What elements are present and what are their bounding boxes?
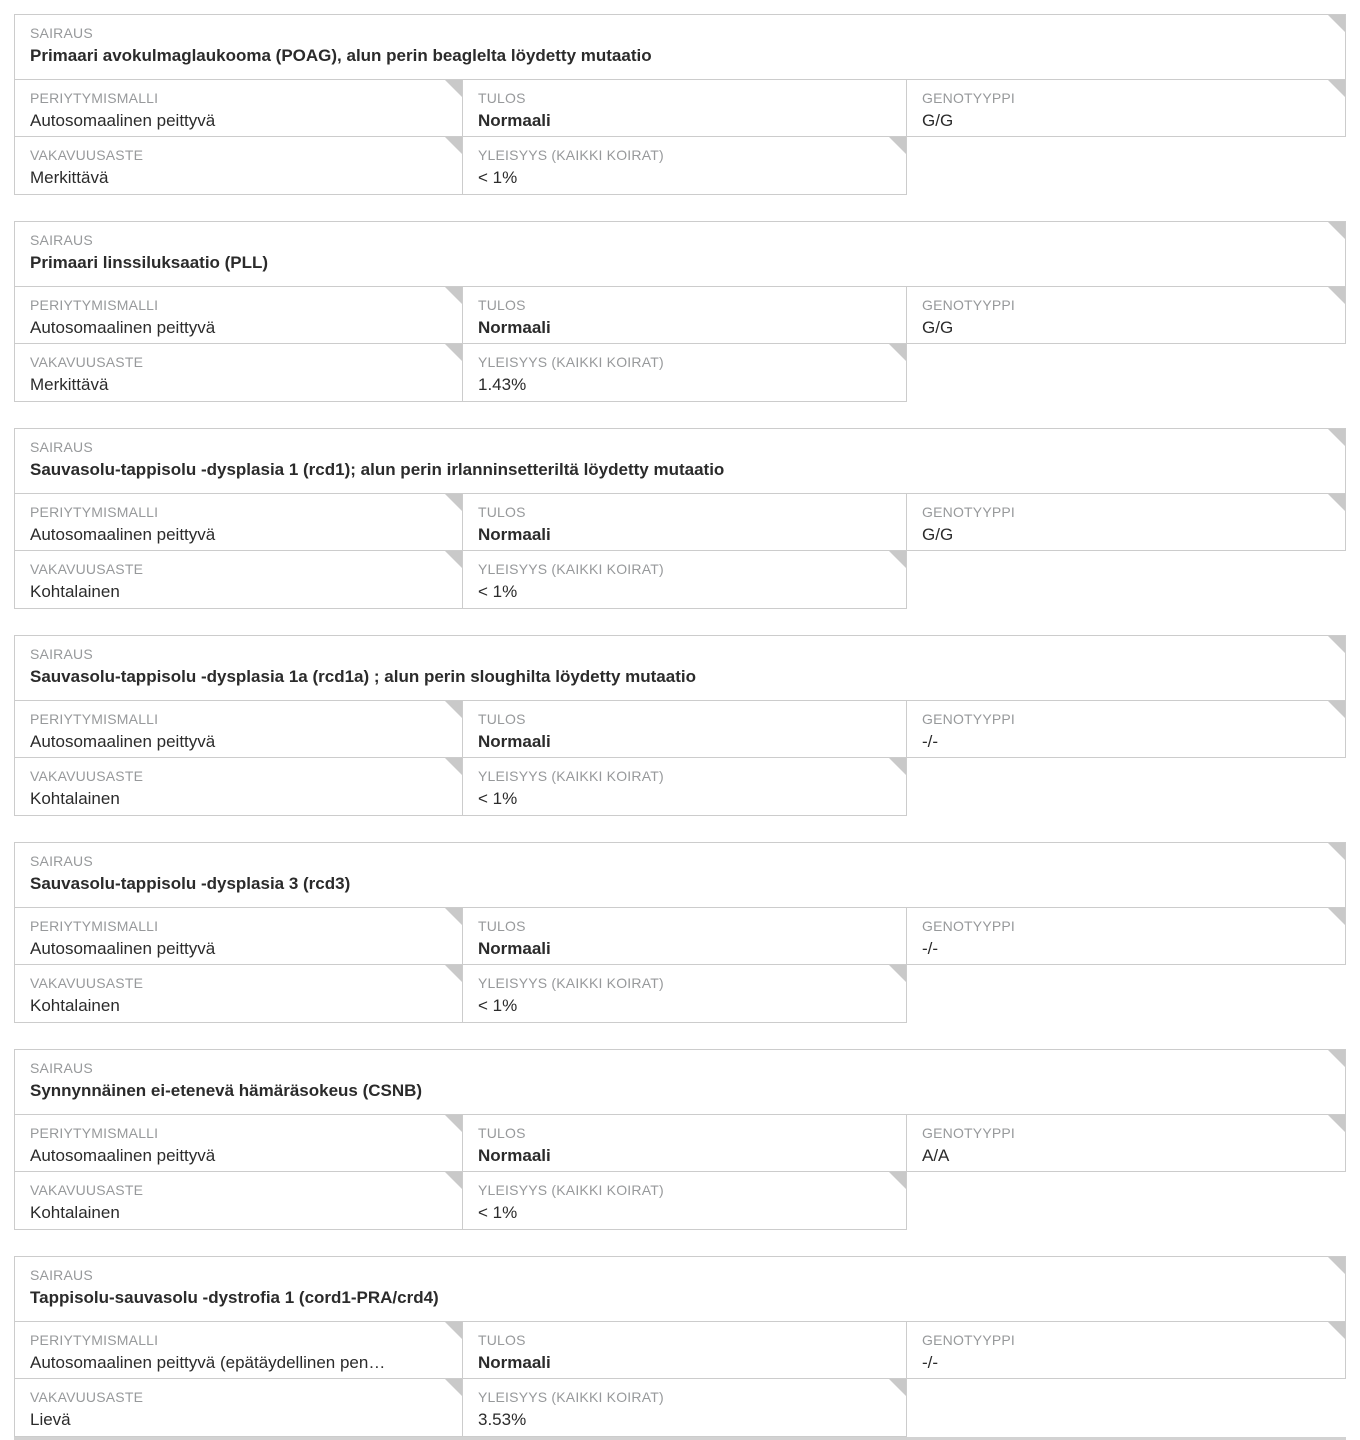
severity-cell bbox=[14, 1172, 463, 1230]
frequency-value: < 1% bbox=[478, 789, 518, 808]
empty-cell bbox=[907, 137, 1346, 195]
disease-cell bbox=[14, 635, 1346, 701]
genotype-value: G/G bbox=[922, 525, 954, 544]
result-value: Normaali bbox=[478, 318, 551, 337]
frequency-value: 1.43% bbox=[478, 375, 527, 394]
result-label: TULOS bbox=[478, 90, 526, 106]
frequency-cell bbox=[463, 1379, 907, 1437]
inheritance-label: PERIYTYMISMALLI bbox=[30, 1125, 159, 1141]
genotype-label: GENOTYYPPI bbox=[922, 1332, 1016, 1348]
disease-label: SAIRAUS bbox=[30, 1060, 93, 1076]
inheritance-cell bbox=[14, 1322, 463, 1379]
frequency-cell bbox=[463, 758, 907, 816]
disease-label: SAIRAUS bbox=[30, 646, 93, 662]
disease-cell bbox=[14, 14, 1346, 80]
genotype-label: GENOTYYPPI bbox=[922, 918, 1016, 934]
empty-cell bbox=[907, 1172, 1346, 1230]
genotype-value: -/- bbox=[922, 732, 939, 751]
result-cell bbox=[463, 1322, 907, 1379]
frequency-cell bbox=[463, 344, 907, 402]
empty-cell bbox=[907, 551, 1346, 609]
frequency-label: YLEISYYS (KAIKKI KOIRAT) bbox=[478, 147, 664, 163]
disease-card[interactable] bbox=[14, 635, 1346, 816]
disease-label: SAIRAUS bbox=[30, 853, 93, 869]
disease-title: Sauvasolu-tappisolu -dysplasia 1 (rcd1); alun perin irlanninsetteriltä löydetty mutaatio bbox=[30, 460, 725, 479]
severity-label: VAKAVUUSASTE bbox=[30, 768, 144, 784]
severity-value: Lievä bbox=[30, 1410, 71, 1429]
disease-cell bbox=[14, 1256, 1346, 1322]
severity-value: Merkittävä bbox=[30, 168, 109, 187]
result-value: Normaali bbox=[478, 525, 551, 544]
frequency-cell bbox=[463, 965, 907, 1023]
severity-label: VAKAVUUSASTE bbox=[30, 147, 144, 163]
disease-cell bbox=[14, 842, 1346, 908]
inheritance-cell bbox=[14, 287, 463, 344]
severity-value: Kohtalainen bbox=[30, 996, 120, 1015]
inheritance-label: PERIYTYMISMALLI bbox=[30, 90, 159, 106]
severity-label: VAKAVUUSASTE bbox=[30, 354, 144, 370]
result-value: Normaali bbox=[478, 111, 551, 130]
severity-label: VAKAVUUSASTE bbox=[30, 561, 144, 577]
inheritance-value: Autosomaalinen peittyvä bbox=[30, 732, 216, 751]
disease-title: Sauvasolu-tappisolu -dysplasia 1a (rcd1a) ; alun perin sloughilta löydetty mutaatio bbox=[30, 667, 696, 686]
genotype-value: -/- bbox=[922, 1353, 939, 1372]
result-label: TULOS bbox=[478, 918, 526, 934]
severity-value: Kohtalainen bbox=[30, 789, 120, 808]
genotype-cell bbox=[907, 701, 1346, 758]
genotype-cell bbox=[907, 1322, 1346, 1379]
result-label: TULOS bbox=[478, 297, 526, 313]
inheritance-value: Autosomaalinen peittyvä bbox=[30, 111, 216, 130]
genotype-label: GENOTYYPPI bbox=[922, 1125, 1016, 1141]
empty-cell bbox=[907, 965, 1346, 1023]
disease-label: SAIRAUS bbox=[30, 232, 93, 248]
frequency-label: YLEISYYS (KAIKKI KOIRAT) bbox=[478, 768, 664, 784]
inheritance-cell bbox=[14, 1115, 463, 1172]
genotype-label: GENOTYYPPI bbox=[922, 297, 1016, 313]
frequency-cell bbox=[463, 1172, 907, 1230]
genotype-value: G/G bbox=[922, 318, 954, 337]
result-cell bbox=[463, 1115, 907, 1172]
disease-card[interactable] bbox=[14, 221, 1346, 402]
disease-title: Primaari avokulmaglaukooma (POAG), alun perin beaglelta löydetty mutaatio bbox=[30, 46, 652, 65]
result-cell bbox=[463, 494, 907, 551]
severity-cell bbox=[14, 965, 463, 1023]
frequency-value: < 1% bbox=[478, 168, 518, 187]
empty-cell bbox=[907, 1379, 1346, 1437]
disease-card[interactable] bbox=[14, 1256, 1346, 1437]
result-value: Normaali bbox=[478, 939, 551, 958]
result-cell bbox=[463, 908, 907, 965]
inheritance-cell bbox=[14, 494, 463, 551]
severity-value: Kohtalainen bbox=[30, 582, 120, 601]
genotype-value: G/G bbox=[922, 111, 954, 130]
disease-title: Synnynnäinen ei-etenevä hämäräsokeus (CSNB) bbox=[30, 1081, 423, 1100]
result-cell bbox=[463, 287, 907, 344]
severity-cell bbox=[14, 758, 463, 816]
severity-cell bbox=[14, 1379, 463, 1437]
disease-cell bbox=[14, 1049, 1346, 1115]
severity-label: VAKAVUUSASTE bbox=[30, 1389, 144, 1405]
frequency-label: YLEISYYS (KAIKKI KOIRAT) bbox=[478, 561, 664, 577]
result-label: TULOS bbox=[478, 1125, 526, 1141]
severity-label: VAKAVUUSASTE bbox=[30, 975, 144, 991]
inheritance-label: PERIYTYMISMALLI bbox=[30, 297, 159, 313]
genotype-label: GENOTYYPPI bbox=[922, 711, 1016, 727]
severity-cell bbox=[14, 344, 463, 402]
inheritance-label: PERIYTYMISMALLI bbox=[30, 1332, 159, 1348]
genotype-label: GENOTYYPPI bbox=[922, 90, 1016, 106]
disease-title: Tappisolu-sauvasolu -dystrofia 1 (cord1-PRA/crd4) bbox=[30, 1288, 439, 1307]
frequency-label: YLEISYYS (KAIKKI KOIRAT) bbox=[478, 1182, 664, 1198]
result-value: Normaali bbox=[478, 732, 551, 751]
frequency-value: < 1% bbox=[478, 1203, 518, 1222]
disease-card[interactable] bbox=[14, 428, 1346, 609]
disease-title: Primaari linssiluksaatio (PLL) bbox=[30, 253, 269, 272]
genotype-cell bbox=[907, 1115, 1346, 1172]
genotype-value: A/A bbox=[922, 1146, 950, 1165]
severity-value: Merkittävä bbox=[30, 375, 109, 394]
disease-card[interactable] bbox=[14, 1049, 1346, 1230]
severity-label: VAKAVUUSASTE bbox=[30, 1182, 144, 1198]
disease-label: SAIRAUS bbox=[30, 1267, 93, 1283]
inheritance-value: Autosomaalinen peittyvä bbox=[30, 525, 216, 544]
result-label: TULOS bbox=[478, 1332, 526, 1348]
inheritance-value: Autosomaalinen peittyvä bbox=[30, 318, 216, 337]
severity-value: Kohtalainen bbox=[30, 1203, 120, 1222]
disease-cell bbox=[14, 428, 1346, 494]
disease-title: Sauvasolu-tappisolu -dysplasia 3 (rcd3) bbox=[30, 874, 351, 893]
empty-cell bbox=[907, 758, 1346, 816]
frequency-value: < 1% bbox=[478, 996, 518, 1015]
genotype-cell bbox=[907, 80, 1346, 137]
frequency-label: YLEISYYS (KAIKKI KOIRAT) bbox=[478, 1389, 664, 1405]
result-cell bbox=[463, 80, 907, 137]
genotype-cell bbox=[907, 908, 1346, 965]
empty-cell bbox=[907, 344, 1346, 402]
frequency-value: < 1% bbox=[478, 582, 518, 601]
disease-label: SAIRAUS bbox=[30, 25, 93, 41]
inheritance-label: PERIYTYMISMALLI bbox=[30, 504, 159, 520]
inheritance-label: PERIYTYMISMALLI bbox=[30, 918, 159, 934]
result-label: TULOS bbox=[478, 504, 526, 520]
result-value: Normaali bbox=[478, 1146, 551, 1165]
inheritance-label: PERIYTYMISMALLI bbox=[30, 711, 159, 727]
severity-cell bbox=[14, 551, 463, 609]
severity-cell bbox=[14, 137, 463, 195]
frequency-label: YLEISYYS (KAIKKI KOIRAT) bbox=[478, 354, 664, 370]
inheritance-cell bbox=[14, 80, 463, 137]
frequency-cell bbox=[463, 137, 907, 195]
disease-label: SAIRAUS bbox=[30, 439, 93, 455]
inheritance-value: Autosomaalinen peittyvä bbox=[30, 939, 216, 958]
inheritance-cell bbox=[14, 701, 463, 758]
genotype-value: -/- bbox=[922, 939, 939, 958]
disease-card[interactable] bbox=[14, 842, 1346, 1023]
result-label: TULOS bbox=[478, 711, 526, 727]
result-cell bbox=[463, 701, 907, 758]
frequency-value: 3.53% bbox=[478, 1410, 527, 1429]
frequency-label: YLEISYYS (KAIKKI KOIRAT) bbox=[478, 975, 664, 991]
genotype-cell bbox=[907, 287, 1346, 344]
disease-card[interactable] bbox=[14, 14, 1346, 195]
frequency-cell bbox=[463, 551, 907, 609]
genotype-cell bbox=[907, 494, 1346, 551]
inheritance-value: Autosomaalinen peittyvä (epätäydellinen pen… bbox=[30, 1353, 386, 1372]
inheritance-value: Autosomaalinen peittyvä bbox=[30, 1146, 216, 1165]
disease-cell bbox=[14, 221, 1346, 287]
inheritance-cell bbox=[14, 908, 463, 965]
genotype-label: GENOTYYPPI bbox=[922, 504, 1016, 520]
result-value: Normaali bbox=[478, 1353, 551, 1372]
